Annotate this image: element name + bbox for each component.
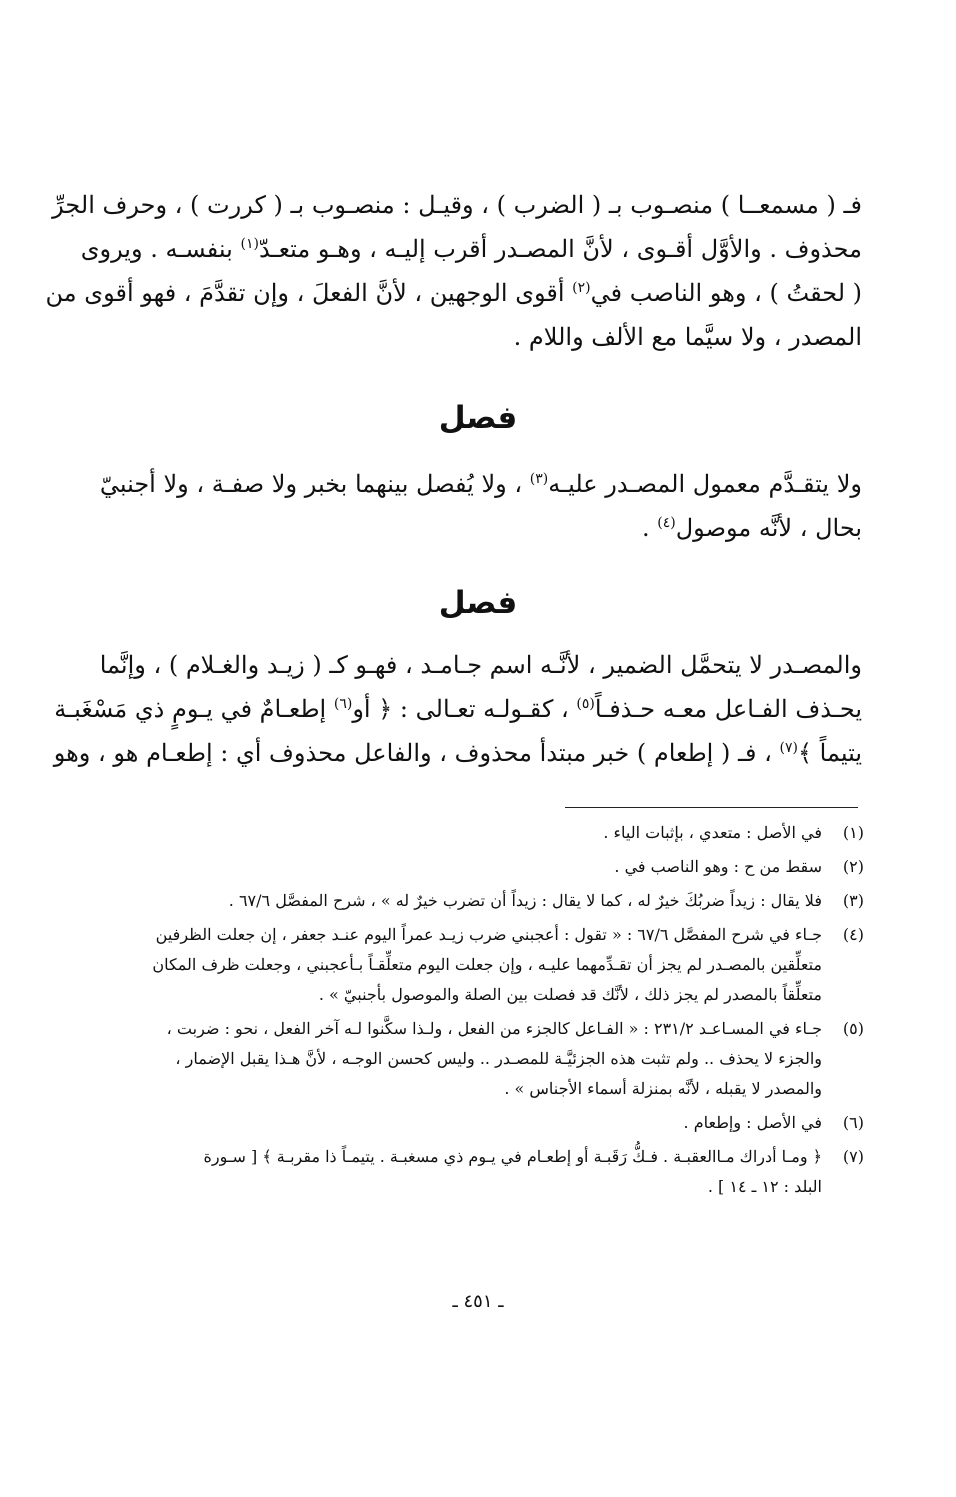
- paragraph-line: فـ ( مسمعــا ) منصـوب بـ ( الضرب ) ، وقيـل : منصـوب بـ ( كررت ) ، وحرف الجرِّ: [52, 191, 862, 219]
- footnote: [112, 886, 864, 916]
- page-number: ـ ٤٥١ ـ: [452, 1291, 504, 1312]
- paragraph-line: يحـذف الفـاعل معـه حـذفـاً$^{(٥)}$ ، كقـولـه تعـالى : ﴿ أو$^{(٦)}$ إطعـامٌ في يـومٍ ذي مَسْغَبـة: [54, 695, 862, 723]
- section-paragraph: [99, 462, 862, 550]
- paragraph-line: المصدر ، ولا سيَّما مع الألف واللام .: [513, 323, 862, 351]
- footnote-number: (١): [842, 823, 864, 842]
- footnote: [112, 1108, 864, 1138]
- paragraph-line: والمصـدر لا يتحمَّل الضمير ، لأنَّـه اسم جـامـد ، فهـو كـ ( زيـد والغـلام ) ، وإنَّما: [99, 651, 862, 679]
- footnote-text: في الأصل : متعدي ، بإثبات الياء .: [603, 823, 822, 842]
- footnote-text: جـاء في المسـاعـد ٢٣١/٢ : « الفـاعل كالجزء من الفعل ، ولـذا سكَّنوا لـه آخر الفعل ، نحو : ضربت ، والجزء لا يحذف .. ولم تثبت هذه الجزئيَّـة للمصـدر .. وليس كحسن الوجـه ، لأنَّ هـذا يقبل الإضمار ، والمصدر لا يقبله ، لأنَّه بمنزلة أسماء الأجناس » .: [166, 1019, 822, 1098]
- footnote-marker[interactable]: (٣): [529, 471, 549, 487]
- footnote-marker[interactable]: (٥): [576, 696, 595, 712]
- footnote-text: جـاء في شرح المفصَّل ٦٧/٦ : « تقول : أعجبني ضرب زيـد عمراً اليوم عنـد جعفر ، إن جعلت الظرفين متعلِّقين بالمصـدر لم يجز أن تقـدِّمهما عليـه ، وإن جعلت اليوم متعلِّقـاً بـأعجبني ، وجعلت ظرف المكان متعلِّقاً بالمصدر لم يجز ذلك ، لأنَّك قد فصلت بين الصلة والموصول بأجنبيّ » .: [152, 925, 822, 1004]
- paragraph-line: ولا يتقـدَّم معمول المصـدر عليـه$^{(٣)}$ ، ولا يُفصل بينهما بخبر ولا صفـة ، ولا أجنبيّ: [99, 470, 862, 498]
- footnote-text: في الأصل : وإطعام .: [683, 1113, 822, 1132]
- footnote: [112, 818, 864, 848]
- footnote-divider: [565, 807, 858, 808]
- footnotes: [112, 818, 864, 1206]
- footnote-number: (٥): [842, 1019, 864, 1038]
- footnote-number: (٤): [842, 925, 864, 944]
- footnote-number: (٦): [842, 1113, 864, 1132]
- section-paragraph: [53, 643, 862, 775]
- footnote-number: (٧): [842, 1147, 864, 1166]
- footnote-text: ﴿ ومـا أدراك مـاالعقبـة . فـكُّ رَقَبـة أو إطعـام في يـوم ذي مسغبـة . يتيمـاً ذا مقربـة ﴾ [ سـورة البلد : ١٢ ـ ١٤ ] .: [203, 1147, 822, 1196]
- paragraph-line: ( لحقتُ ) ، وهو الناصب في$^{(٢)}$ أقوى الوجهين ، لأنَّ الفعلَ ، وإن تقدَّمَ ، فهو أقوى من: [45, 279, 862, 307]
- footnote-marker[interactable]: (٧): [779, 740, 798, 756]
- footnote-text: فلا يقال : زيداً ضربُكَ خيرٌ له ، كما لا يقال : زيداً أن تضرب خيرٌ له » ، شرح المفصَّل ٦٧/٦ .: [228, 891, 822, 910]
- footnote: [112, 852, 864, 882]
- footnote-marker[interactable]: (١): [240, 236, 259, 252]
- section-heading: فصل: [438, 585, 518, 621]
- footnote-text: سقط من ح : وهو الناصب في .: [614, 857, 822, 876]
- footnote: [112, 1014, 864, 1104]
- footnote-number: (٢): [842, 857, 864, 876]
- paragraph-line: يتيماً ﴾$^{(٧)}$ ، فـ ( إطعام ) خبر مبتدأ محذوف ، والفاعل محذوف أي : إطعـام هو ، وهو: [53, 739, 862, 767]
- footnote: [112, 1142, 864, 1202]
- opening-paragraph: [45, 183, 862, 359]
- footnote: [112, 920, 864, 1010]
- footnote-marker[interactable]: (٢): [572, 280, 591, 296]
- section-heading: فصل: [438, 400, 518, 436]
- footnote-marker[interactable]: (٤): [657, 515, 676, 531]
- footnote-marker[interactable]: (٦): [333, 696, 353, 712]
- paragraph-line: بحال ، لأنَّه موصول$^{(٤)}$ .: [642, 514, 862, 542]
- paragraph-line: محذوف . والأوَّل أقـوى ، لأنَّ المصـدر أقرب إليـه ، وهـو متعـدّ$^{(١)}$ بنفسـه . ويروى: [80, 235, 862, 263]
- footnote-number: (٣): [842, 891, 864, 910]
